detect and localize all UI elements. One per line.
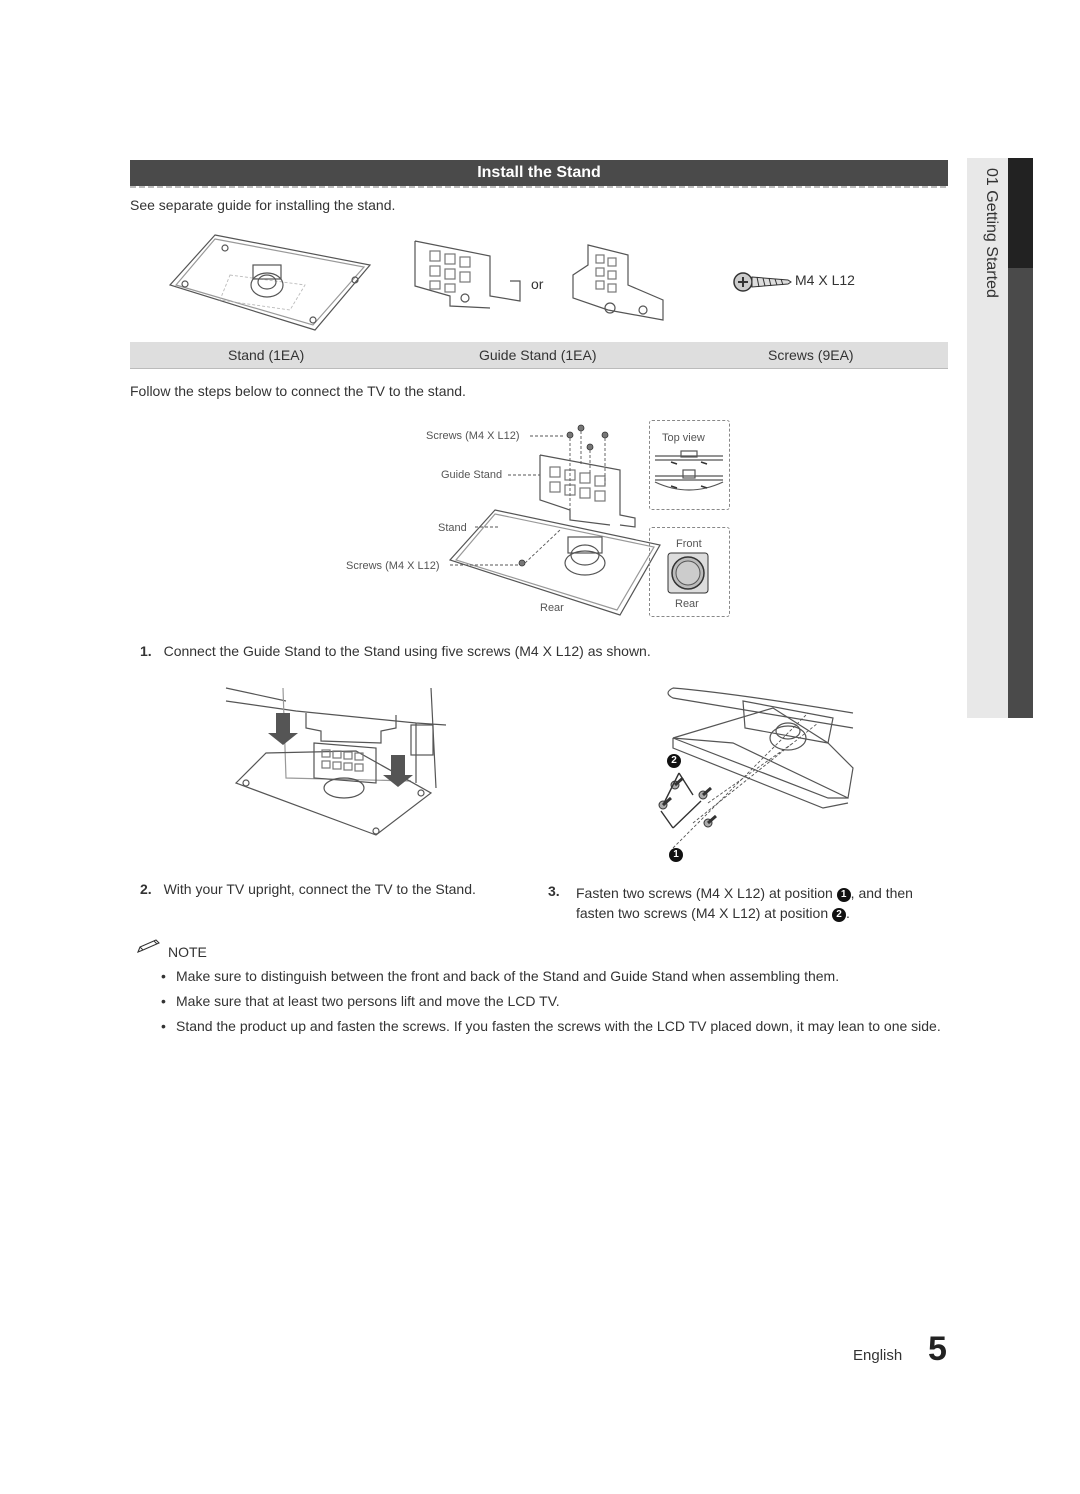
step-1-number: 1. <box>140 643 152 659</box>
intro-text: See separate guide for installing the stand. <box>130 197 396 213</box>
follow-text: Follow the steps below to connect the TV to the stand. <box>130 383 466 399</box>
chapter-tab-marker <box>1008 158 1033 268</box>
screw-spec: M4 X L12 <box>795 272 855 288</box>
label-screws-bottom: Screws (M4 X L12) <box>346 560 440 572</box>
position-2-inline: 2 <box>832 908 846 922</box>
title-divider <box>130 186 948 188</box>
note-item: • Make sure that at least two persons lift and move the LCD TV. <box>176 992 941 1011</box>
step-1 <box>140 643 651 659</box>
note-item: • Stand the product up and fasten the screws. If you fasten the screws with the LCD TV placed down, it may lean to one side. <box>176 1017 941 1036</box>
label-guide-stand: Guide Stand <box>441 469 503 481</box>
step-1-text: Connect the Guide Stand to the Stand using five screws (M4 X L12) as shown. <box>163 643 651 659</box>
guide-stand-illustration-a <box>410 236 530 316</box>
guide-stand-illustration-b <box>568 240 668 325</box>
assembly-diagram <box>440 415 660 620</box>
position-marker-2: 2 <box>667 751 681 769</box>
tv-on-stand-illustration <box>226 683 448 843</box>
step-3-number: 3. <box>548 883 560 899</box>
page-number: 5 <box>928 1330 947 1368</box>
or-label: or <box>531 276 544 292</box>
step-3 <box>548 883 560 899</box>
chapter-title: 01 Getting Started <box>983 168 1000 298</box>
part-screws: Screws (9EA) <box>768 347 854 363</box>
position-marker-1: 1 <box>669 845 683 863</box>
parts-list <box>130 342 948 369</box>
step-2 <box>140 881 476 897</box>
label-screws-top: Screws (M4 X L12) <box>426 430 520 442</box>
footer-language: English <box>853 1347 903 1364</box>
label-rear-small: Rear <box>675 598 699 610</box>
step-2-text: With your TV upright, connect the TV to the Stand. <box>163 881 476 897</box>
label-front: Front <box>676 538 702 550</box>
step-2-number: 2. <box>140 881 152 897</box>
label-stand: Stand <box>438 522 467 534</box>
top-view-illustration <box>653 448 725 500</box>
note-heading: NOTE <box>168 944 207 960</box>
front-view-illustration <box>666 551 710 597</box>
part-guide-stand: Guide Stand (1EA) <box>479 347 597 363</box>
chapter-tab-strip <box>1008 268 1033 718</box>
label-rear: Rear <box>540 602 564 614</box>
screw-icon <box>733 268 793 296</box>
pencil-icon <box>136 938 162 954</box>
section-title: Install the Stand <box>130 160 948 186</box>
step-3-text: Fasten two screws (M4 X L12) at position 1 , and then fasten two screws (M4 X L12) at position 2 . <box>576 885 913 921</box>
part-stand: Stand (1EA) <box>228 347 305 363</box>
label-top-view: Top view <box>662 432 705 444</box>
note-list <box>176 967 941 1042</box>
position-1-inline: 1 <box>837 888 851 902</box>
note-item: • Make sure to distinguish between the front and back of the Stand and Guide Stand when assembling them. <box>176 967 941 986</box>
stand-illustration <box>165 230 375 340</box>
screw-positions-illustration <box>653 683 853 863</box>
